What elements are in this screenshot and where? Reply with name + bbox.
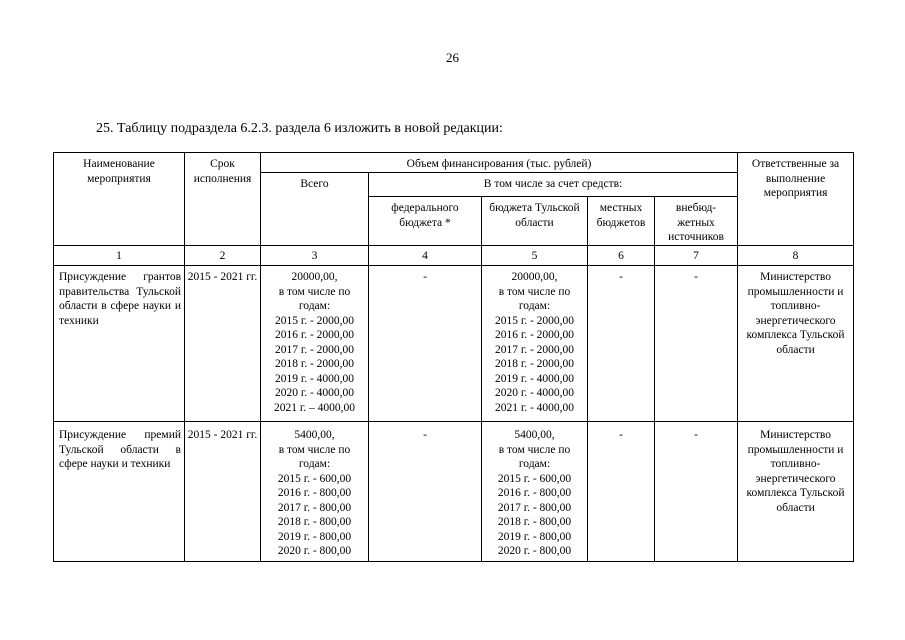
header-extrabudget: внебюд- жетных источников [655, 197, 738, 246]
row-name: Присуждение грантов правительства Тульской области в сфере науки и техники [54, 266, 185, 422]
row-term: 2015 - 2021 гг. [185, 422, 261, 562]
row-extrabudget: - [655, 266, 738, 422]
header-term: Срок исполнения [185, 153, 261, 246]
header-local: местных бюджетов [588, 197, 655, 246]
row-total: 20000,00, в том числе по годам: 2015 г. - 2000,00 2016 г. - 2000,00 2017 г. - 2000,00 2018 г. - 2000,00 2019 г. - 4000,00 2020 г. - 4000,00 2021 г. – 4000,00 [261, 266, 369, 422]
header-regional: бюджета Тульской области [482, 197, 588, 246]
header-funding: Объем финансирования (тыс. рублей) [261, 153, 738, 173]
row-federal: - [369, 422, 482, 562]
header-total: Всего [261, 173, 369, 246]
header-responsible: Ответственные за выполнение мероприятия [738, 153, 854, 246]
funding-table [53, 152, 854, 562]
page-number: 26 [446, 50, 459, 65]
col-number: 7 [655, 245, 738, 266]
section-heading: 25. Таблицу подраздела 6.2.3. раздела 6 изложить в новой редакции: [96, 121, 503, 136]
row-regional: 5400,00, в том числе по годам: 2015 г. - 600,00 2016 г. - 800,00 2017 г. - 800,00 2018 г. - 800,00 2019 г. - 800,00 2020 г. - 800,00 [482, 422, 588, 562]
header-federal: федерального бюджета * [369, 197, 482, 246]
col-number: 5 [482, 245, 588, 266]
row-local: - [588, 422, 655, 562]
header-row-1 [54, 153, 854, 173]
row-term: 2015 - 2021 гг. [185, 266, 261, 422]
row-regional: 20000,00, в том числе по годам: 2015 г. - 2000,00 2016 г. - 2000,00 2017 г. - 2000,00 2018 г. - 2000,00 2019 г. - 4000,00 2020 г. - 4000,00 2021 г. - 4000,00 [482, 266, 588, 422]
row-extrabudget: - [655, 422, 738, 562]
col-number: 3 [261, 245, 369, 266]
row-total: 5400,00, в том числе по годам: 2015 г. - 600,00 2016 г. - 800,00 2017 г. - 800,00 2018 г. - 800,00 2019 г. - 800,00 2020 г. - 800,00 [261, 422, 369, 562]
row-local: - [588, 266, 655, 422]
col-number: 6 [588, 245, 655, 266]
col-number: 8 [738, 245, 854, 266]
header-including: В том числе за счет средств: [369, 173, 738, 197]
header-name: Наименование мероприятия [54, 153, 185, 246]
col-number: 1 [54, 245, 185, 266]
col-number: 2 [185, 245, 261, 266]
row-responsible: Министерство промышленности и топливно-энергетического комплекса Тульской области [738, 422, 854, 562]
row-responsible: Министерство промышленности и топливно-энергетического комплекса Тульской области [738, 266, 854, 422]
col-number: 4 [369, 245, 482, 266]
table-row [54, 266, 854, 422]
table-row [54, 422, 854, 562]
column-number-row [54, 245, 854, 266]
row-name: Присуждение премий Тульской области в сфере науки и техники [54, 422, 185, 562]
row-federal: - [369, 266, 482, 422]
